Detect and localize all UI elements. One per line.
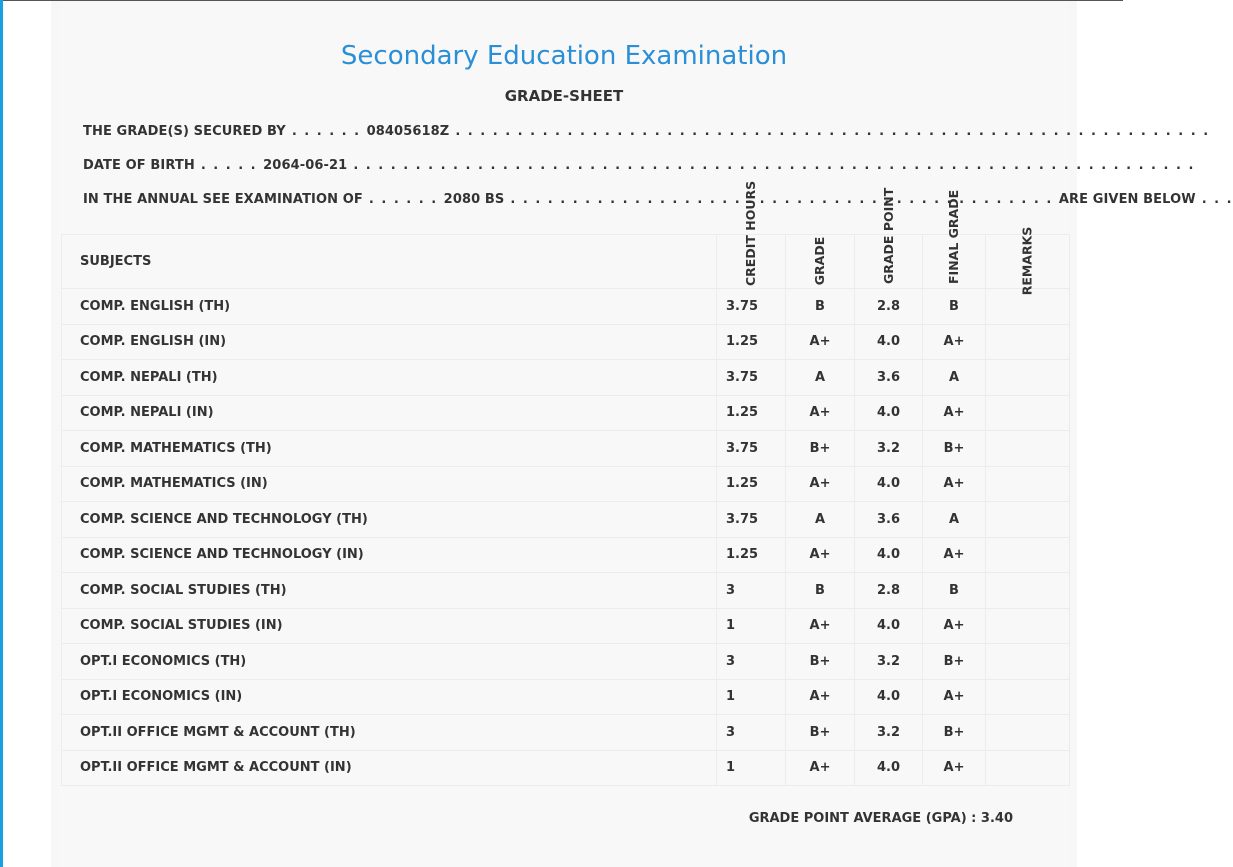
remarks-cell [986,466,1070,502]
exam-suffix: ARE GIVEN BELOW [1058,192,1196,207]
grade-cell: A+ [786,395,855,431]
dot-leader: . . . . . . [285,124,367,139]
credit-hours-header: CREDIT HOURS [717,235,786,289]
final-grade-cell: A+ [923,679,986,715]
remarks-cell [986,715,1070,751]
remarks-cell [986,750,1070,786]
dob-value: 2064-06-21 [263,158,348,173]
credit-hours-cell: 3.75 [717,431,786,467]
grade-point-cell: 4.0 [855,608,923,644]
table-row [62,644,1070,680]
table-row [62,750,1070,786]
credit-hours-cell: 1 [717,608,786,644]
final-grade-cell: B [923,573,986,609]
credit-hours-cell: 3 [717,715,786,751]
dot-leader: . . . . . [194,158,264,173]
subject-cell: COMP. SCIENCE AND TECHNOLOGY (IN) [62,537,717,573]
final-grade-cell: B+ [923,431,986,467]
grade-cell: A [786,360,855,396]
subject-cell: COMP. SOCIAL STUDIES (IN) [62,608,717,644]
final-grade-cell: B [923,289,986,325]
grade-point-cell: 3.6 [855,360,923,396]
grade-cell: B+ [786,715,855,751]
final-grade-cell: B+ [923,715,986,751]
final-grade-cell: A+ [923,466,986,502]
remarks-cell [986,644,1070,680]
remarks-cell [986,608,1070,644]
subject-cell: OPT.II OFFICE MGMT & ACCOUNT (IN) [62,750,717,786]
grades-table-body [62,289,1070,786]
credit-hours-cell: 1.25 [717,466,786,502]
grade-cell: A+ [786,750,855,786]
remarks-cell [986,395,1070,431]
grade-cell: A+ [786,679,855,715]
credit-hours-cell: 1 [717,750,786,786]
final-grade-header: FINAL GRADE [923,235,986,289]
dot-leader: . . . [1195,192,1233,207]
grade-point-cell: 4.0 [855,466,923,502]
subject-cell: COMP. ENGLISH (TH) [62,289,717,325]
table-row [62,679,1070,715]
credit-hours-cell: 3.75 [717,502,786,538]
exam-title: Secondary Education Examination [340,41,788,71]
dot-leader: . . . . . . . . . . . . . . . . . . . . . . . . . . . . . . . . . . . . . . . . . . . . . . . . . . . . . . . . . . . . . . . . . . . . [347,158,1195,173]
final-grade-cell: A+ [923,608,986,644]
grade-point-cell: 2.8 [855,573,923,609]
remarks-cell [986,573,1070,609]
left-accent-border [0,0,3,867]
final-grade-cell: A [923,360,986,396]
subject-cell: COMP. ENGLISH (IN) [62,324,717,360]
final-grade-cell: A+ [923,395,986,431]
grade-point-cell: 4.0 [855,750,923,786]
subject-cell: OPT.II OFFICE MGMT & ACCOUNT (TH) [62,715,717,751]
subject-cell: COMP. NEPALI (TH) [62,360,717,396]
subject-cell: COMP. SOCIAL STUDIES (TH) [62,573,717,609]
subject-cell: OPT.I ECONOMICS (IN) [62,679,717,715]
final-grade-cell: A+ [923,537,986,573]
credit-hours-cell: 3.75 [717,289,786,325]
table-row [62,431,1070,467]
grade-cell: B [786,573,855,609]
credit-hours-cell: 1.25 [717,395,786,431]
subject-cell: OPT.I ECONOMICS (TH) [62,644,717,680]
gpa-label: GRADE POINT AVERAGE (GPA) : [748,811,977,826]
grade-point-cell: 3.6 [855,502,923,538]
credit-hours-cell: 3 [717,573,786,609]
gpa-value: 3.40 [980,811,1013,826]
final-grade-cell: B+ [923,644,986,680]
credit-hours-cell: 3 [717,644,786,680]
grade-cell: B+ [786,431,855,467]
grade-point-cell: 4.0 [855,395,923,431]
grade-point-header: GRADE POINT [855,235,923,289]
dot-leader: . . . . . . . . . . . . . . . . . . . . . . . . . . . . . . . . . . . . . . . . . . . . . . . . . . . . . . . . . . . . . [449,124,1210,139]
table-header-row [62,235,1070,289]
grade-header: GRADE [786,235,855,289]
subject-cell: COMP. MATHEMATICS (TH) [62,431,717,467]
grade-point-cell: 3.2 [855,431,923,467]
table-row [62,573,1070,609]
dot-leader: . . . . . . . . . . . . . . . . . . . . . . . . . . . . . . . . . . . . . . . . . . . . [504,192,1059,207]
dot-leader: . . . . . . [362,192,444,207]
remarks-cell [986,360,1070,396]
remarks-cell [986,502,1070,538]
secured-by-label: THE GRADE(S) SECURED BY [83,124,286,139]
remarks-cell [986,324,1070,360]
exam-line [83,192,1233,207]
subject-cell: COMP. NEPALI (IN) [62,395,717,431]
dob-line [83,158,1195,173]
dob-label: DATE OF BIRTH [83,158,195,173]
remarks-header: REMARKS [986,235,1070,289]
table-row [62,360,1070,396]
table-row [62,289,1070,325]
table-row [62,537,1070,573]
grade-point-cell: 3.2 [855,644,923,680]
remarks-cell [986,537,1070,573]
grade-cell: A+ [786,608,855,644]
table-row [62,715,1070,751]
subject-cell: COMP. MATHEMATICS (IN) [62,466,717,502]
grade-cell: A+ [786,466,855,502]
remarks-cell [986,431,1070,467]
grade-point-cell: 3.2 [855,715,923,751]
subjects-header: SUBJECTS [62,235,717,289]
gpa-summary [749,811,1013,826]
exam-year: 2080 BS [443,192,505,207]
grade-point-cell: 4.0 [855,324,923,360]
grade-cell: A+ [786,324,855,360]
final-grade-cell: A+ [923,324,986,360]
subject-cell: COMP. SCIENCE AND TECHNOLOGY (TH) [62,502,717,538]
grade-point-cell: 4.0 [855,679,923,715]
final-grade-cell: A [923,502,986,538]
grade-sheet-panel [51,1,1233,867]
grade-point-cell: 4.0 [855,537,923,573]
grade-cell: B [786,289,855,325]
table-row [62,608,1070,644]
credit-hours-cell: 1.25 [717,324,786,360]
final-grade-cell: A+ [923,750,986,786]
table-row [62,502,1070,538]
table-row [62,466,1070,502]
exam-label: IN THE ANNUAL SEE EXAMINATION OF [83,192,363,207]
grade-cell: B+ [786,644,855,680]
table-row [62,395,1070,431]
table-row [62,324,1070,360]
symbol-number: 08405618Z [366,124,450,139]
credit-hours-cell: 1 [717,679,786,715]
remarks-cell [986,679,1070,715]
grade-cell: A [786,502,855,538]
secured-by-line [83,124,1210,139]
grade-cell: A+ [786,537,855,573]
credit-hours-cell: 3.75 [717,360,786,396]
credit-hours-cell: 1.25 [717,537,786,573]
grade-sheet-heading: GRADE-SHEET [504,87,624,105]
grade-point-cell: 2.8 [855,289,923,325]
